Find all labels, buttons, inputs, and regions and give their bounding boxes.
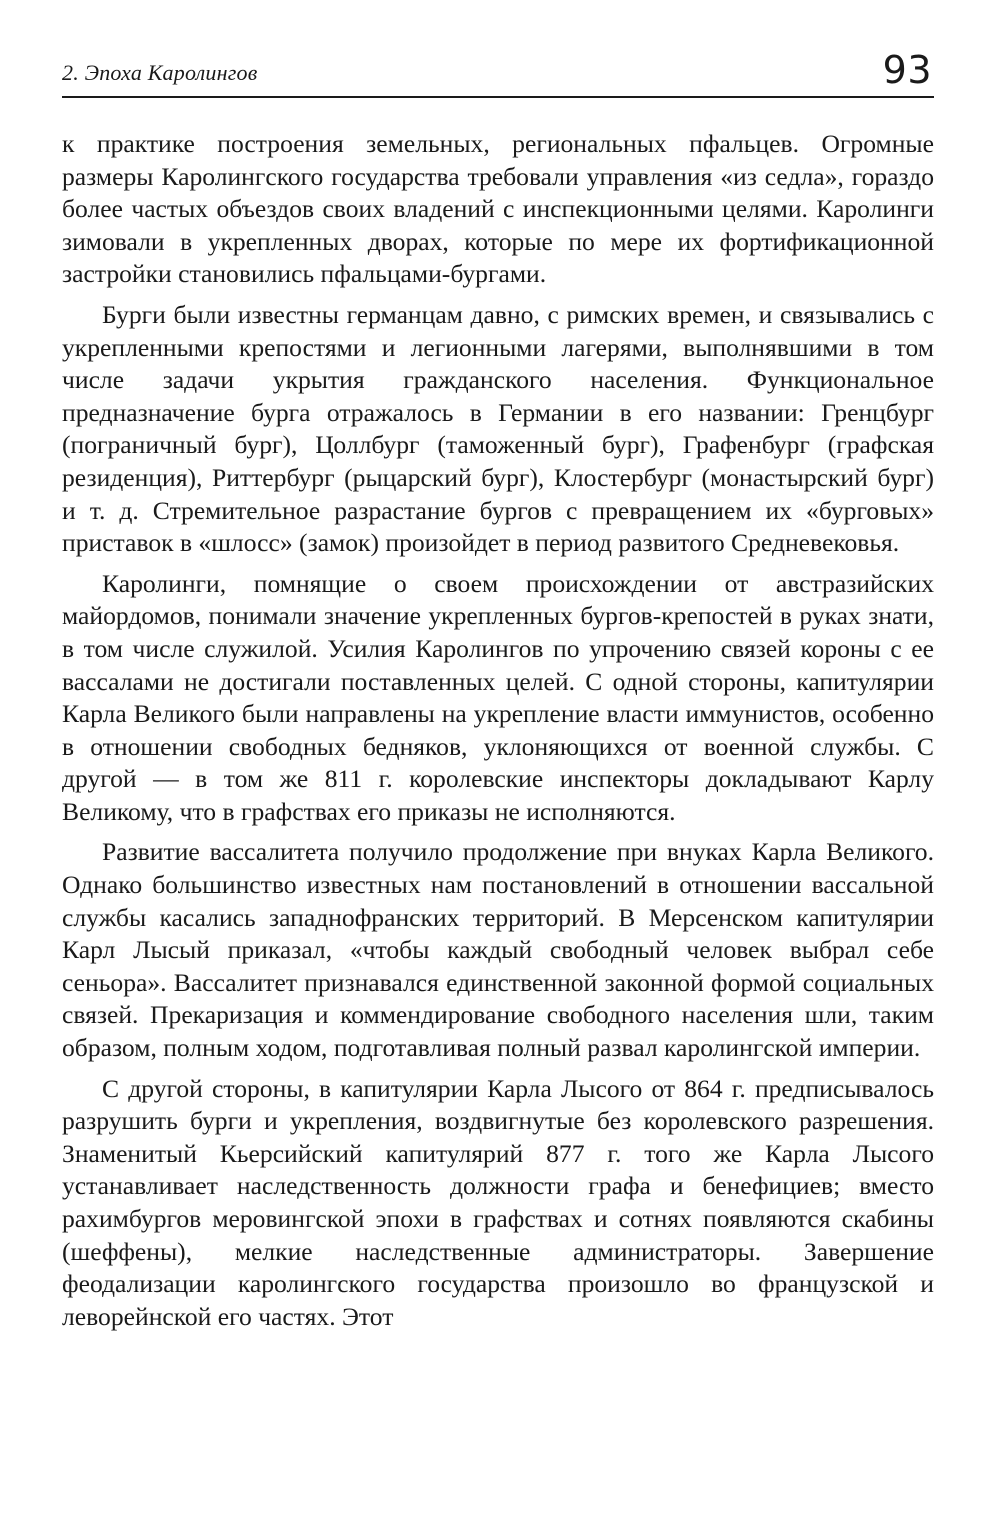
running-head (62, 40, 934, 98)
body-text (62, 128, 934, 1333)
paragraph-1: к практике построения земельных, региональных пфальцев. Огромные размеры Каролингского государства требовали управления «из седла», гораздо более частых объездов своих владений с инспекционными целями. Каролинги зимовали в укрепленных дворах, которые по мере их фортификационной застройки становились пфальцами-бургами. (62, 129, 934, 289)
paragraph-2: Бурги были известны германцам давно, с римских времен, и связывались с укрепленными крепостями и легионными лагерями, выполнявшими в том числе задачи укрытия гражданского населения. Функциональное предназначение бурга отражалось в Германии в его названии: Гренцбург (пограничный бург), Цоллбург (таможенный бург), Графенбург (графская резиденция), Риттербург (рыцарский бург), Клостербург (монастырский бург) и т. д. Стремительное разрастание бургов с превращением их «бурговых» приставок в «шлосс» (замок) произойдет в период развитого Средневековья. (62, 299, 934, 558)
page-number: 93 (882, 48, 932, 92)
paragraph-5: С другой стороны, в капитулярии Карла Лысого от 864 г. предписывалось разрушить бурги и укрепления, воздвигнутые без королевского разрешения. Знаменитый Кьерсийский капитулярий 877 г. того же Карла Лысого устанавливает наследственность должности графа и бенефициев; вместо рахимбургов меровингской эпохи в графствах и сотнях появляются скабины (шеффены), мелкие наследственные администраторы. Завершение феодализации каролингского государства произошло во французской и леворейнской его частях. Этот (62, 1073, 934, 1331)
book-page (62, 40, 934, 1333)
section-title: 2. Эпоха Каролингов (62, 60, 258, 85)
paragraph-4: Развитие вассалитета получило продолжение при внуках Карла Великого. Однако большинство известных нам постановлений в отношении вассальной службы касались западнофранских территорий. В Мерсенском капитулярии Карл Лысый приказал, «чтобы каждый свободный человек выбрал себе сеньора». Вассалитет признавался единственной законной формой социальных связей. Прекаризация и коммендирование свободного населения шли, таким образом, полным ходом, подготавливая полный развал каролингской империи. (62, 837, 934, 1063)
paragraph-3: Каролинги, помнящие о своем происхождении от австразийских майордомов, понимали значение укрепленных бургов-крепостей в руках знати, в том числе служилой. Усилия Каролингов по упрочению связей короны с ее вассалами не достигали поставленных целей. С одной стороны, капитулярии Карла Великого были направлены на укрепление власти иммунистов, особенно в отношении свободных бедняков, уклоняющихся от военной службы. С другой — в том же 811 г. королевские инспекторы докладывают Карлу Великому, что в графствах его приказы не исполняются. (62, 568, 934, 826)
